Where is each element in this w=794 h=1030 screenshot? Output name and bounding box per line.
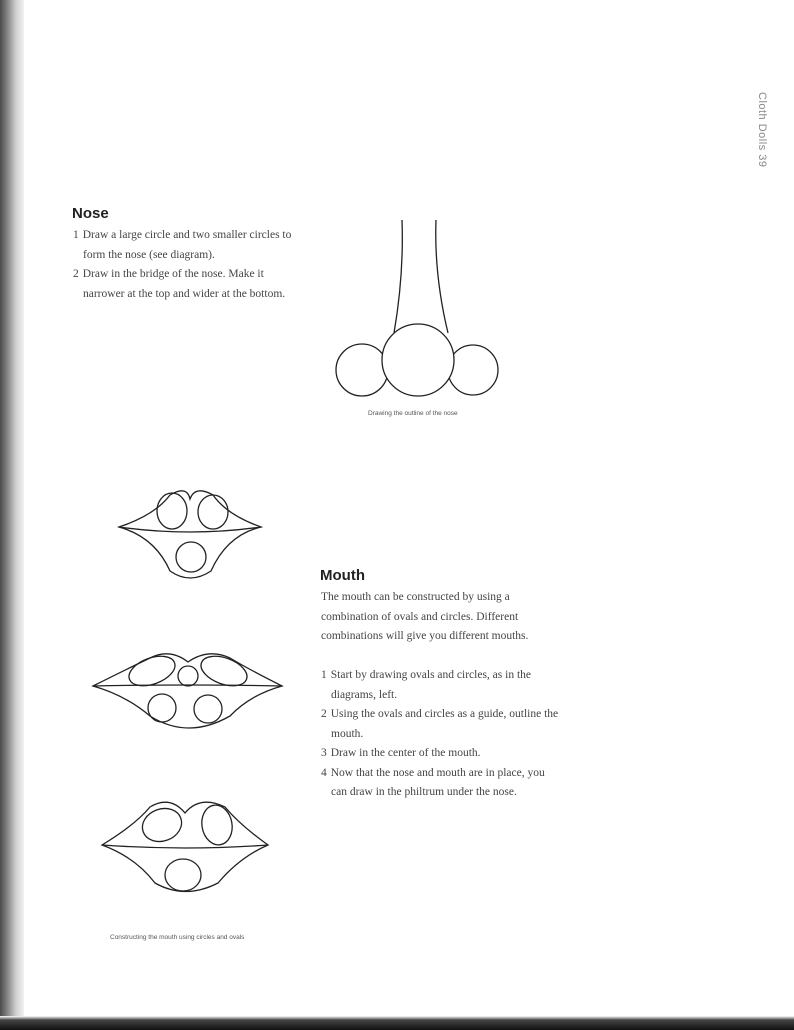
mouth-steps-list: [321, 666, 561, 803]
mouth-oval: [199, 803, 235, 848]
mouth-intro-paragraph: The mouth can be constructed by using a combination of ovals and circles. Different combinations will give you different mouths.: [321, 591, 529, 642]
mouth-oval: [198, 495, 228, 529]
nose-left-nostril-circle: [336, 344, 388, 396]
nose-bridge-left-line: [394, 220, 402, 333]
mouth-circle: [176, 542, 206, 572]
mouth-oval: [165, 859, 201, 891]
nose-step: 1 Draw a large circle and two smaller circles to form the nose (see diagram).: [73, 229, 292, 261]
mouth-center-line: [119, 527, 261, 532]
mouth-outline: [93, 654, 282, 728]
mouth-outline: [119, 491, 261, 578]
mouth-oval: [157, 493, 187, 529]
mouth-diagram-caption: Constructing the mouth using circles and ovals: [110, 934, 245, 941]
mouth-diagram-3: [100, 795, 270, 900]
nose-right-nostril-circle: [448, 345, 498, 395]
mouth-circle: [148, 694, 176, 722]
mouth-step: 2 Using the ovals and circles as a guide, outline the mouth.: [321, 708, 559, 740]
mouth-center-line: [102, 845, 268, 848]
mouth-step: 4 Now that the nose and mouth are in place, you can draw in the philtrum under the nose.: [321, 766, 545, 798]
mouth-diagram-2: [90, 640, 285, 735]
mouth-step: 3 Draw in the center of the mouth.: [321, 747, 481, 759]
mouth-oval: [138, 803, 187, 847]
running-head: Cloth Dolls 39: [756, 92, 768, 168]
nose-bridge-right-line: [436, 220, 448, 333]
mouth-step: 1 Start by drawing ovals and circles, as in the diagrams, left.: [321, 669, 531, 701]
nose-steps-list: [73, 226, 303, 304]
page-gutter-shadow: [0, 0, 24, 1030]
mouth-diagram-1: [115, 485, 265, 585]
page-bottom-edge: [0, 1016, 794, 1030]
nose-heading: Nose: [72, 205, 109, 222]
nose-center-circle: [382, 324, 454, 396]
mouth-circle: [194, 695, 222, 723]
nose-diagram: [330, 215, 505, 405]
nose-step: 2 Draw in the bridge of the nose. Make it narrower at the top and wider at the bottom.: [73, 268, 286, 300]
nose-diagram-caption: Drawing the outline of the nose: [368, 410, 458, 417]
mouth-circle: [178, 666, 198, 686]
mouth-heading: Mouth: [320, 567, 365, 584]
